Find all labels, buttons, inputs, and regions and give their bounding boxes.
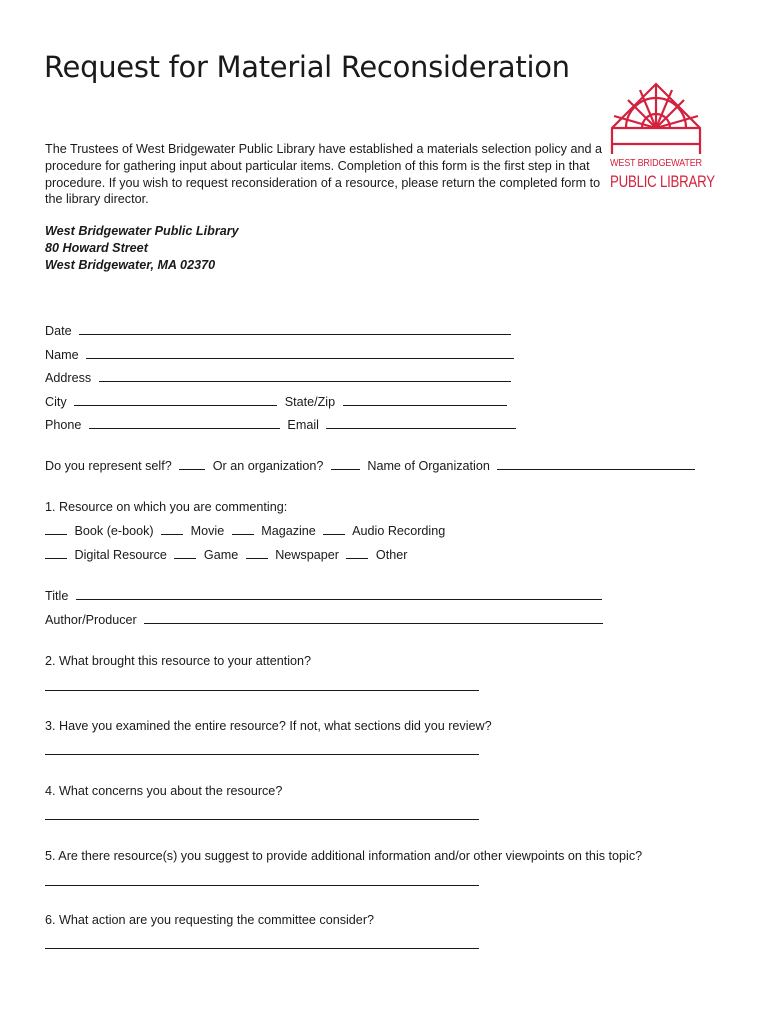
author-label: Author/Producer	[45, 613, 137, 627]
address-row	[45, 369, 515, 386]
address-line-2: 80 Howard Street	[45, 240, 148, 255]
represent-org-field[interactable]	[331, 457, 360, 470]
type-check-movie[interactable]	[161, 522, 183, 535]
state-zip-label: State/Zip	[284, 395, 336, 409]
library-address	[45, 223, 239, 273]
date-field[interactable]	[79, 322, 511, 335]
logo-text-top: WEST BRIDGEWATER	[610, 157, 702, 169]
address-field[interactable]	[99, 369, 511, 382]
answer-5-field[interactable]	[45, 885, 479, 886]
represent-self-field[interactable]	[179, 457, 205, 470]
type-check-newspaper[interactable]	[246, 546, 268, 559]
city-row	[45, 393, 511, 410]
type-game-label: Game	[203, 548, 239, 562]
type-book-label: Book (e-book)	[74, 524, 154, 538]
answer-6-field[interactable]	[45, 948, 479, 949]
type-check-book[interactable]	[45, 522, 67, 535]
resource-types-row-1	[45, 522, 449, 539]
title-label: Title	[45, 589, 69, 603]
state-zip-field[interactable]	[343, 393, 507, 406]
author-field[interactable]	[144, 611, 603, 624]
question-1: 1. Resource on which you are commenting:	[45, 500, 288, 514]
type-check-digital[interactable]	[45, 546, 67, 559]
represent-self-label: Do you represent self?	[45, 459, 172, 473]
phone-field[interactable]	[89, 416, 280, 429]
type-other-label: Other	[375, 548, 408, 562]
phone-label: Phone	[45, 418, 82, 432]
type-newspaper-label: Newspaper	[275, 548, 339, 562]
email-field[interactable]	[326, 416, 516, 429]
author-row	[45, 611, 607, 628]
title-field[interactable]	[76, 587, 602, 600]
intro-paragraph: The Trustees of West Bridgewater Public Library have established a materials selection policy and a procedure for gathering input about particular items. Completion of this form is the first step in that procedure. If you wish to request reconsideration of a resource, please return the completed form to the library director.	[45, 142, 602, 207]
represent-org-label: Or an organization?	[212, 459, 324, 473]
question-5: 5. Are there resource(s) you suggest to provide additional information and/or other viewpoints on this topic?	[45, 849, 643, 863]
type-check-other[interactable]	[346, 546, 368, 559]
date-row	[45, 322, 515, 339]
answer-4-field[interactable]	[45, 819, 479, 820]
page-title: Request for Material Reconsideration	[44, 50, 570, 84]
answer-2-field[interactable]	[45, 690, 479, 691]
org-name-field[interactable]	[497, 457, 695, 470]
question-6: 6. What action are you requesting the committee consider?	[45, 913, 375, 927]
logo-text-bottom: PUBLIC LIBRARY	[610, 172, 715, 191]
city-label: City	[45, 395, 67, 409]
question-2: 2. What brought this resource to your attention?	[45, 654, 312, 668]
question-4: 4. What concerns you about the resource?	[45, 784, 283, 798]
resource-types-row-2	[45, 546, 411, 563]
address-line-1: West Bridgewater Public Library	[45, 224, 239, 238]
name-row	[45, 346, 518, 363]
org-name-label: Name of Organization	[367, 459, 490, 473]
type-check-game[interactable]	[174, 546, 196, 559]
question-3: 3. Have you examined the entire resource? If not, what sections did you review?	[45, 719, 492, 733]
name-label: Name	[45, 348, 79, 362]
address-label: Address	[45, 371, 92, 385]
title-row	[45, 587, 606, 604]
type-check-audio[interactable]	[323, 522, 345, 535]
answer-3-field[interactable]	[45, 754, 479, 755]
address-line-3: West Bridgewater, MA 02370	[45, 257, 216, 272]
date-label: Date	[45, 324, 72, 338]
type-audio-label: Audio Recording	[352, 524, 446, 538]
represent-row	[45, 457, 699, 474]
city-field[interactable]	[74, 393, 277, 406]
type-movie-label: Movie	[190, 524, 225, 538]
type-check-magazine[interactable]	[232, 522, 254, 535]
email-label: Email	[287, 418, 319, 432]
type-digital-label: Digital Resource	[74, 548, 167, 562]
type-magazine-label: Magazine	[261, 524, 316, 538]
name-field[interactable]	[86, 346, 514, 359]
phone-row	[45, 416, 520, 433]
